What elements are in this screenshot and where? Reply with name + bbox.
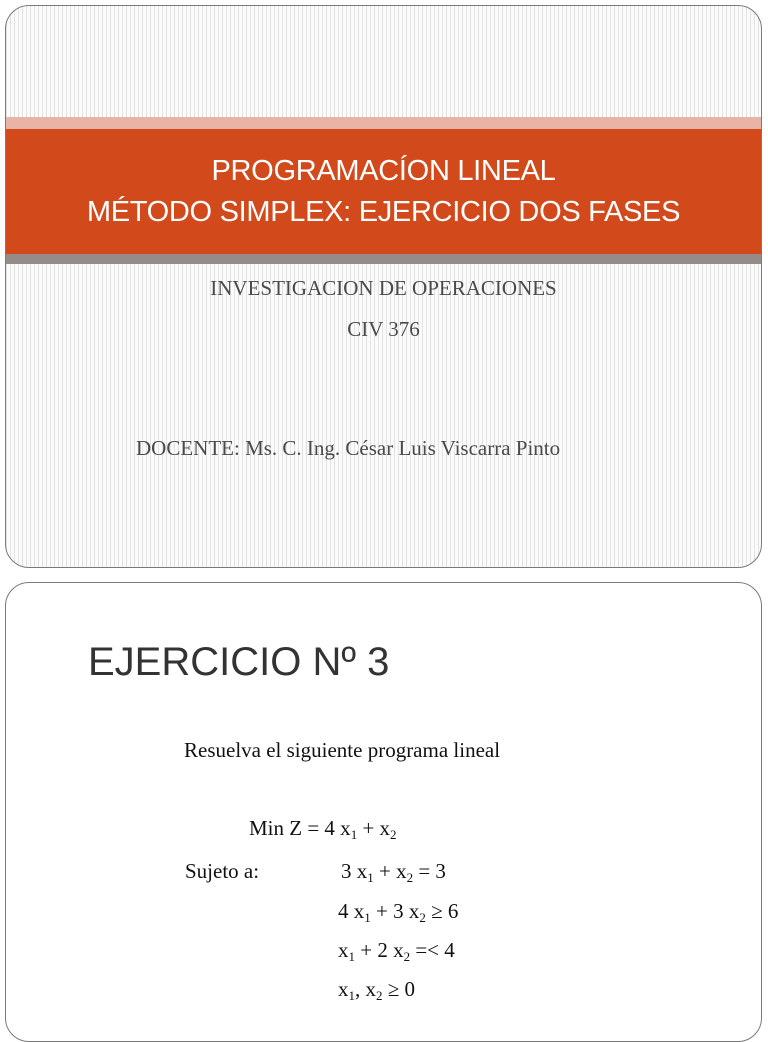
- title-band-top-stripe: [6, 117, 761, 129]
- subject-to-label: Sujeto a:: [185, 859, 260, 883]
- math-part: x: [338, 977, 349, 1001]
- subscript: 2: [419, 910, 426, 925]
- constraint-1: [341, 859, 446, 886]
- math-part: + x: [373, 859, 407, 883]
- slide-title-line-2: MÉTODO SIMPLEX: EJERCICIO DOS FASES: [86, 195, 681, 228]
- slide-title-line-1: PROGRAMACÍON LINEAL: [211, 154, 556, 187]
- subscript: 2: [390, 827, 397, 842]
- subscript: 1: [350, 827, 358, 842]
- math-part: ≥ 0: [382, 977, 416, 1001]
- nonnegativity-constraint: [338, 977, 415, 1004]
- subscript: 2: [406, 870, 414, 885]
- constraint-3: [338, 938, 455, 965]
- objective-function: [249, 816, 397, 843]
- math-part: + 3 x: [370, 899, 420, 923]
- math-part: 3 x: [341, 859, 368, 883]
- exercise-slide: [5, 582, 762, 1042]
- math-part: Min Z = 4 x: [249, 816, 351, 840]
- subscript: 1: [364, 910, 371, 925]
- title-slide: [5, 5, 762, 568]
- exercise-instruction: Resuelva el siguiente programa lineal: [184, 738, 501, 762]
- course-code: CIV 376: [347, 317, 420, 341]
- math-part: ≥ 6: [425, 899, 459, 923]
- subscript: 2: [376, 988, 383, 1003]
- math-part: + 2 x: [355, 938, 404, 962]
- teacher-name: DOCENTE: Ms. C. Ing. César Luis Viscarra Pinto: [136, 436, 561, 460]
- subscript: 1: [348, 988, 355, 1003]
- title-band-bottom-stripe: [6, 254, 761, 264]
- subscript: 1: [367, 870, 374, 885]
- math-part: x: [338, 938, 349, 962]
- course-name: INVESTIGACION DE OPERACIONES: [210, 276, 557, 300]
- math-part: = 3: [413, 859, 446, 883]
- subscript: 2: [403, 949, 411, 964]
- math-part: 4 x: [338, 899, 365, 923]
- math-part: + x: [357, 816, 391, 840]
- exercise-heading: EJERCICIO Nº 3: [88, 640, 390, 684]
- math-part: =< 4: [410, 938, 455, 962]
- subscript: 1: [348, 949, 355, 964]
- constraint-2: [338, 899, 458, 926]
- math-part: , x: [355, 977, 376, 1001]
- title-band: [6, 129, 761, 254]
